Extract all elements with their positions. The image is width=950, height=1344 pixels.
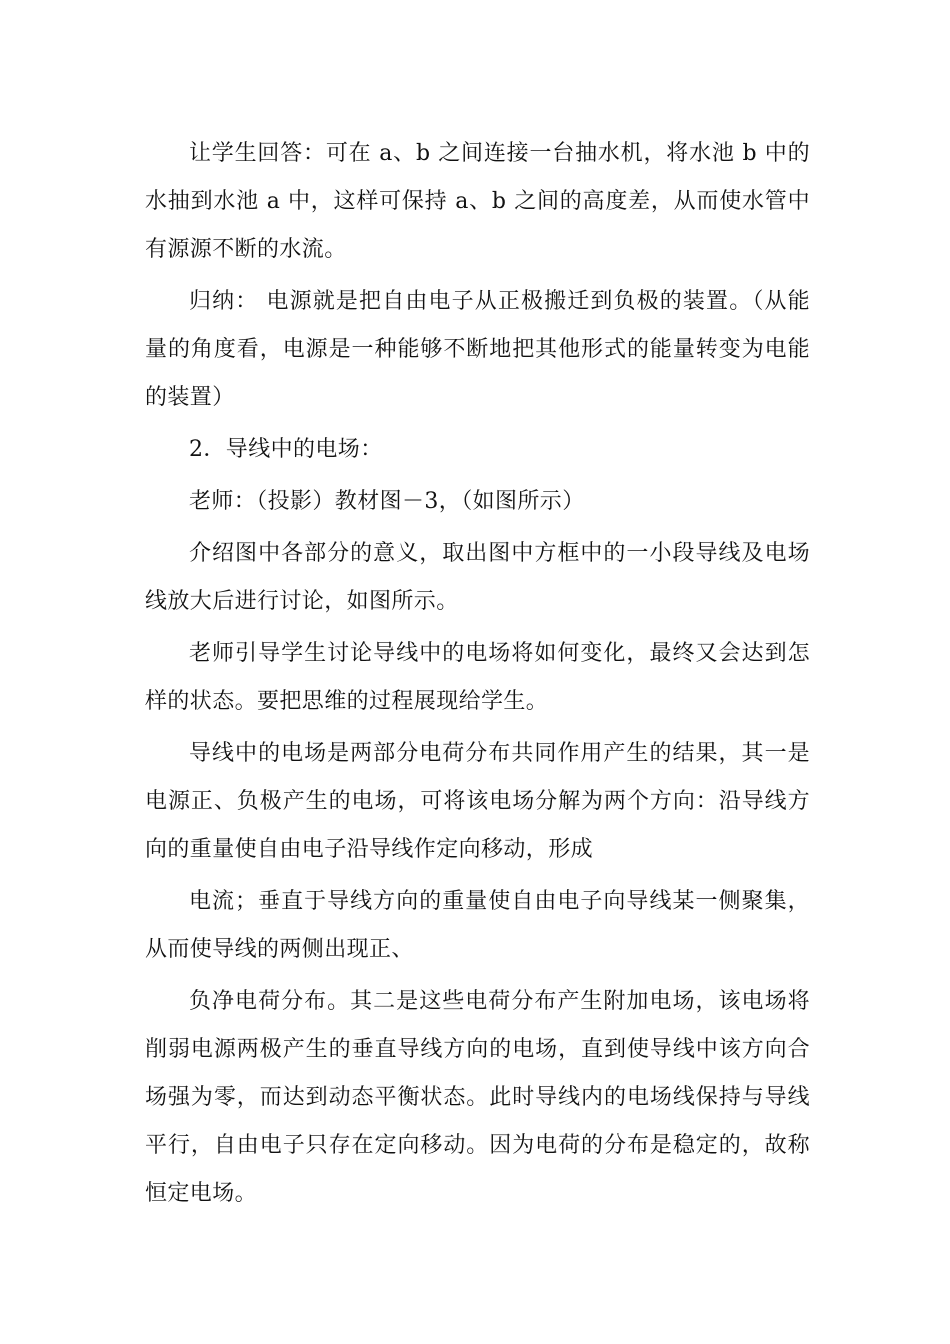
paragraph-teacher-projection: 老师：（投影）教材图－3，（如图所示） [189,489,585,514]
paragraph-section-heading: 2．导线中的电场： [189,437,383,462]
paragraph-teacher-guide: 老师引导学生讨论导线中的电场将如何变化，最终又会达到怎样的状态。要把思维的过程展现给学生。 [145,641,810,714]
paragraph-figure-intro: 介绍图中各部分的意义，取出图中方框中的一小段导线及电场线放大后进行讨论，如图所示。 [145,541,810,614]
paragraph-current: 电流；垂直于导线方向的重量使自由电子向导线某一侧聚集，从而使导线的两侧出现正、 [145,889,810,962]
paragraph-summary: 归纳： 电源就是把自由电子从正极搬迁到负极的装置。（从能量的角度看，电源是一种能够不断地把其他形式的能量转变为电能的装置） [145,289,810,410]
document-body [145,130,810,1222]
paragraph-field-explanation: 导线中的电场是两部分电荷分布共同作用产生的结果，其一是电源正、负极产生的电场，可将该电场分解为两个方向：沿导线方向的重量使自由电子沿导线作定向移动，形成 [145,741,810,862]
paragraph-constant-field: 负净电荷分布。其二是这些电荷分布产生附加电场，该电场将削弱电源两极产生的垂直导线方向的电场，直到使导线中该方向合场强为零，而达到动态平衡状态。此时导线内的电场线保持与导线平行，自由电子只存在定向移动。因为电荷的分布是稳定的，故称恒定电场。 [145,989,810,1206]
paragraph-student-answer: 让学生回答：可在 a、b 之间连接一台抽水机，将水池 b 中的水抽到水池 a 中，这样可保持 a、b 之间的高度差，从而使水管中有源源不断的水流。 [145,141,810,262]
